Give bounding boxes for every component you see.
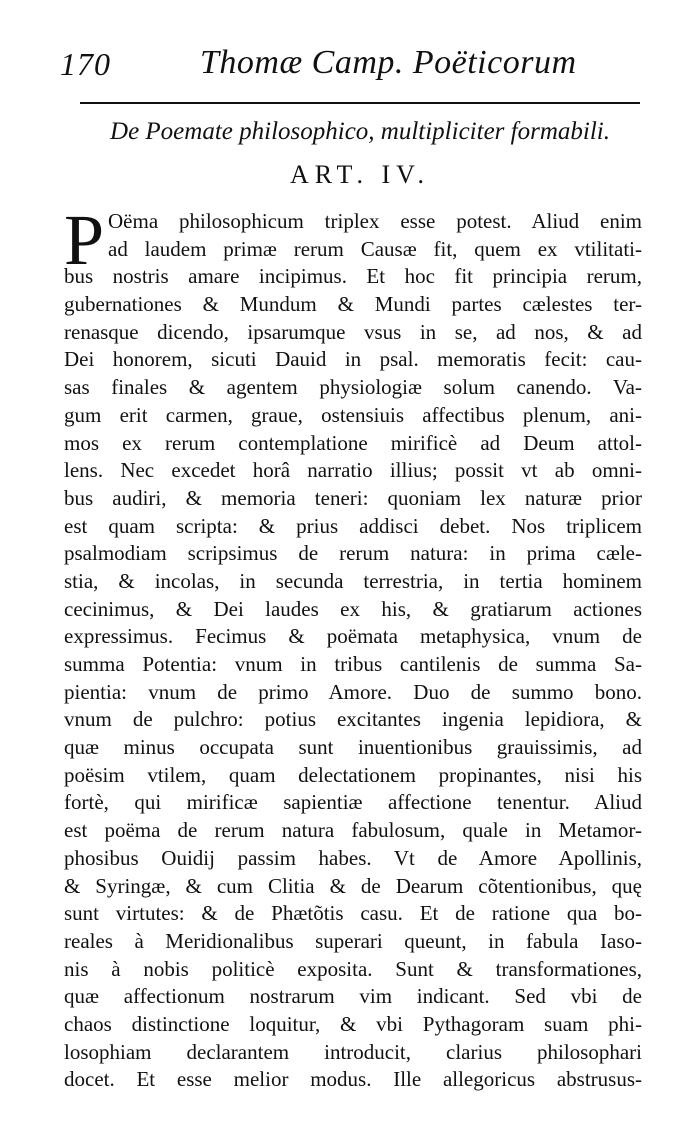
- header-rule: [80, 102, 640, 104]
- text-line: psalmodiam scripsimus de rerum natura: in prima cæle-: [64, 541, 642, 566]
- running-head: [60, 40, 630, 84]
- drop-cap: P: [64, 200, 105, 280]
- text-line: pientia: vnum de primo Amore. Duo de summo bono.: [64, 679, 642, 704]
- section-title: De Poemate philosophico, multipliciter formabili.: [110, 118, 610, 145]
- text-line: expressimus. Fecimus & poëmata metaphysica, vnum de: [64, 624, 642, 649]
- text-line: Dei honorem, sicuti Dauid in psal. memoratis fecit: cau-: [64, 347, 642, 372]
- text-line: renasque dicendo, ipsarumque vsus in se, ad nos, & ad: [64, 319, 642, 344]
- text-line: cecinimus, & Dei laudes ex his, & gratiarum actiones: [64, 596, 642, 621]
- text-line: bus audiri, & memoria teneri: quoniam lex naturæ prior: [64, 485, 642, 510]
- article-label: ART. IV.: [289, 160, 431, 189]
- text-line: phosibus Ouidij passim habes. Vt de Amore Apollinis,: [64, 845, 642, 870]
- text-line: quæ affectionum nostrarum vim indicant. Sed vbi de: [64, 984, 642, 1009]
- text-line: stia, & incolas, in secunda terrestria, in tertia hominem: [64, 568, 642, 593]
- text-line: gubernationes & Mundum & Mundi partes cælestes ter-: [64, 292, 642, 317]
- text-line: gum erit carmen, graue, ostensiuis affectibus plenum, ani-: [64, 402, 642, 427]
- text-line: sunt virtutes: & de Phætõtis casu. Et de ratione qua bo-: [64, 901, 642, 926]
- body-text: [64, 200, 642, 1094]
- page-number: 170: [60, 46, 111, 82]
- text-line: vnum de pulchro: potius excitantes ingenia lepidiora, &: [64, 707, 642, 732]
- text-line: chaos distinctione loquitur, & vbi Pythagoram suam phi-: [64, 1011, 642, 1036]
- text-line: sas finales & agentem physiologiæ solum canendo. Va-: [64, 375, 642, 400]
- running-title: Thomæ Camp. Poëticorum: [200, 44, 577, 81]
- text-line: mos ex rerum contemplatione mirificè ad Deum attol-: [64, 430, 642, 455]
- text-line: losophiam declarantem introducit, clarius philosophari: [64, 1039, 642, 1064]
- text-line: ad laudem primæ rerum Causæ fit, quem ex vtilitati-: [108, 236, 642, 261]
- text-line: quæ minus occupata sunt inuentionibus grauissimis, ad: [64, 735, 642, 760]
- text-line: est poëma de rerum natura fabulosum, quale in Metamor-: [64, 818, 642, 843]
- text-line: fortè, qui mirificæ sapientiæ affectione tenentur. Aliud: [64, 790, 642, 815]
- text-line: Oëma philosophicum triplex esse potest. Aliud enim: [108, 209, 642, 233]
- text-line: docet. Et esse melior modus. Ille allegoricus abstrusus-: [64, 1067, 642, 1092]
- text-line: lens. Nec excedet horâ narratio illius; possit vt ab omni-: [64, 458, 642, 483]
- text-line: bus nostris amare incipimus. Et hoc fit principia rerum,: [64, 264, 642, 289]
- text-line: poësim vtilem, quam delectationem propinantes, nisi his: [64, 762, 642, 787]
- text-line: nis à nobis politicè exposita. Sunt & transformationes,: [64, 956, 642, 981]
- text-line: & Syringæ, & cum Clitia & de Dearum cõtentionibus, quę: [64, 873, 642, 898]
- text-line: est quam scripta: & prius addisci debet. Nos triplicem: [64, 513, 642, 538]
- text-line: summa Potentia: vnum in tribus cantilenis de summa Sa-: [64, 652, 642, 676]
- text-line: reales à Meridionalibus superari queunt, in fabula Iaso-: [64, 928, 642, 953]
